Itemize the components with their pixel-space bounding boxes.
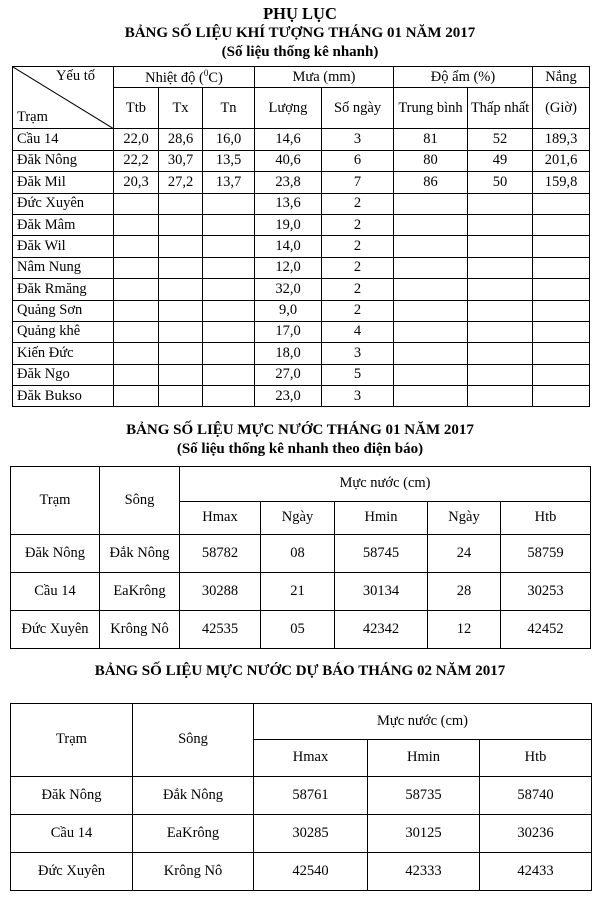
cell-humidity-min: 52 <box>468 129 533 150</box>
cell-tn <box>203 364 255 385</box>
cell-tn <box>203 279 255 300</box>
cell-rain-days: 2 <box>322 236 394 257</box>
header-hmin: Hmin <box>368 740 480 777</box>
header-humidity: Độ ẩm (%) <box>394 67 533 88</box>
table1-title: BẢNG SỐ LIỆU KHÍ TƯỢNG THÁNG 01 NĂM 2017 <box>124 25 476 41</box>
cell-humidity-avg <box>394 214 468 235</box>
cell-tn <box>203 343 255 364</box>
river-name: Đắk Nông <box>100 535 180 573</box>
river-name: Krông Nô <box>100 611 180 649</box>
cell-sunshine <box>533 193 590 214</box>
cell-ttb <box>114 214 159 235</box>
cell-tn <box>203 236 255 257</box>
cell-humidity-avg: 80 <box>394 150 468 171</box>
table-row <box>13 386 590 407</box>
table-row <box>13 321 590 342</box>
header-hmin: Hmin <box>335 502 428 535</box>
cell-hmin: 58745 <box>335 535 428 573</box>
cell-day-hmax: 05 <box>261 611 335 649</box>
cell-humidity-avg <box>394 300 468 321</box>
station-name: Đức Xuyên <box>11 611 100 649</box>
cell-hmin: 30125 <box>368 815 480 853</box>
header-station: Trạm <box>11 704 133 777</box>
cell-humidity-avg <box>394 343 468 364</box>
header-htb: Htb <box>480 740 592 777</box>
corner-station-label: Trạm <box>17 109 48 126</box>
station-name: Đăk Nông <box>13 150 114 171</box>
cell-tx <box>159 300 203 321</box>
cell-ttb <box>114 300 159 321</box>
cell-rain-amount: 13,6 <box>255 193 322 214</box>
table-row <box>13 172 590 193</box>
cell-humidity-min <box>468 364 533 385</box>
cell-rain-days: 2 <box>322 257 394 278</box>
cell-tx <box>159 193 203 214</box>
header-tx: Tx <box>159 88 203 129</box>
station-name: Đăk Wil <box>13 236 114 257</box>
station-name: Đăk Rmăng <box>13 279 114 300</box>
table-row <box>13 193 590 214</box>
station-name: Cầu 14 <box>11 815 133 853</box>
cell-day-hmax: 21 <box>261 573 335 611</box>
station-name: Đăk Nông <box>11 777 133 815</box>
header-temperature: Nhiệt độ ($^0$C) <box>114 67 255 88</box>
cell-rain-amount: 17,0 <box>255 321 322 342</box>
cell-rain-amount: 9,0 <box>255 300 322 321</box>
table-row <box>13 236 590 257</box>
cell-humidity-avg <box>394 364 468 385</box>
cell-rain-amount: 23,8 <box>255 172 322 193</box>
cell-rain-amount: 32,0 <box>255 279 322 300</box>
cell-tn <box>203 300 255 321</box>
cell-tx <box>159 279 203 300</box>
header-gio: (Giờ) <box>533 88 590 129</box>
cell-tx <box>159 386 203 407</box>
cell-rain-days: 2 <box>322 300 394 321</box>
header-htb: Htb <box>501 502 591 535</box>
cell-humidity-avg <box>394 193 468 214</box>
cell-hmin: 30134 <box>335 573 428 611</box>
station-name: Đức Xuyên <box>11 853 133 891</box>
cell-humidity-min <box>468 236 533 257</box>
station-name: Quảng khê <box>13 321 114 342</box>
cell-ttb <box>114 321 159 342</box>
cell-tx: 30,7 <box>159 150 203 171</box>
cell-sunshine <box>533 364 590 385</box>
station-name: Đăk Nông <box>11 535 100 573</box>
header-water-level: Mực nước (cm) <box>180 467 591 502</box>
cell-humidity-min <box>468 193 533 214</box>
cell-day-hmin: 28 <box>428 573 501 611</box>
cell-tx: 27,2 <box>159 172 203 193</box>
cell-ttb <box>114 364 159 385</box>
station-name: Quảng Sơn <box>13 300 114 321</box>
cell-tn <box>203 214 255 235</box>
cell-rain-days: 2 <box>322 193 394 214</box>
table2-title: BẢNG SỐ LIỆU MỰC NƯỚC THÁNG 01 NĂM 2017 <box>126 422 474 438</box>
header-ngay-hmin: Ngày <box>428 502 501 535</box>
cell-day-hmin: 24 <box>428 535 501 573</box>
cell-tx <box>159 343 203 364</box>
table-row <box>11 573 591 611</box>
header-sunshine: Nắng <box>533 67 590 88</box>
cell-tx <box>159 214 203 235</box>
table3-title: BẢNG SỐ LIỆU MỰC NƯỚC DỰ BÁO THÁNG 02 NĂM 2017 <box>94 663 506 679</box>
header-ttb: Ttb <box>114 88 159 129</box>
cell-humidity-avg: 81 <box>394 129 468 150</box>
river-name: EaKrông <box>100 573 180 611</box>
header-tn: Tn <box>203 88 255 129</box>
station-name: Đăk Mil <box>13 172 114 193</box>
cell-humidity-min: 50 <box>468 172 533 193</box>
cell-tn <box>203 386 255 407</box>
table1-subtitle: (Số liệu thống kê nhanh) <box>221 44 379 60</box>
river-name: Đắk Nông <box>133 777 254 815</box>
station-name: Cầu 14 <box>13 129 114 150</box>
cell-rain-days: 2 <box>322 214 394 235</box>
cell-rain-days: 3 <box>322 343 394 364</box>
table-row <box>11 853 592 891</box>
cell-humidity-min <box>468 386 533 407</box>
cell-humidity-min <box>468 300 533 321</box>
corner-element-label: Yếu tố <box>55 68 95 84</box>
cell-tx <box>159 257 203 278</box>
header-corner <box>13 67 114 129</box>
table-row <box>13 214 590 235</box>
cell-sunshine <box>533 257 590 278</box>
cell-hmin: 42333 <box>368 853 480 891</box>
header-station: Trạm <box>11 467 100 535</box>
cell-rain-days: 5 <box>322 364 394 385</box>
cell-rain-amount: 14,0 <box>255 236 322 257</box>
header-rain: Mưa (mm) <box>255 67 394 88</box>
cell-tx: 28,6 <box>159 129 203 150</box>
cell-rain-days: 7 <box>322 172 394 193</box>
cell-tx <box>159 321 203 342</box>
cell-humidity-avg: 86 <box>394 172 468 193</box>
cell-rain-amount: 12,0 <box>255 257 322 278</box>
header-hmax: Hmax <box>180 502 261 535</box>
table-row <box>11 535 591 573</box>
cell-humidity-min: 49 <box>468 150 533 171</box>
cell-rain-days: 6 <box>322 150 394 171</box>
cell-sunshine <box>533 343 590 364</box>
cell-ttb <box>114 279 159 300</box>
forecast-water-level-table <box>10 703 592 891</box>
cell-ttb <box>114 236 159 257</box>
table-row <box>11 611 591 649</box>
cell-humidity-min <box>468 279 533 300</box>
header-trung-binh: Trung bình <box>394 88 468 129</box>
station-name: Đăk Mâm <box>13 214 114 235</box>
header-water-level: Mực nước (cm) <box>254 704 592 740</box>
table-row <box>13 300 590 321</box>
cell-htb: 58740 <box>480 777 592 815</box>
header-so-ngay: Số ngày <box>322 88 394 129</box>
cell-humidity-avg <box>394 279 468 300</box>
cell-rain-amount: 18,0 <box>255 343 322 364</box>
header-hmax: Hmax <box>254 740 368 777</box>
cell-htb: 30253 <box>501 573 591 611</box>
cell-day-hmin: 12 <box>428 611 501 649</box>
table-row <box>13 364 590 385</box>
cell-hmax: 42535 <box>180 611 261 649</box>
table-row <box>13 279 590 300</box>
river-name: Krông Nô <box>133 853 254 891</box>
cell-tn: 13,5 <box>203 150 255 171</box>
table-row <box>11 777 592 815</box>
cell-tn: 16,0 <box>203 129 255 150</box>
table2-subtitle: (Số liệu thống kê nhanh theo điện báo) <box>176 441 424 457</box>
cell-ttb: 20,3 <box>114 172 159 193</box>
cell-rain-days: 3 <box>322 386 394 407</box>
cell-rain-amount: 40,6 <box>255 150 322 171</box>
cell-sunshine <box>533 321 590 342</box>
cell-hmax: 30288 <box>180 573 261 611</box>
cell-sunshine: 159,8 <box>533 172 590 193</box>
cell-tn: 13,7 <box>203 172 255 193</box>
header-luong: Lượng <box>255 88 322 129</box>
cell-ttb <box>114 257 159 278</box>
cell-hmax: 30285 <box>254 815 368 853</box>
station-name: Đăk Bukso <box>13 386 114 407</box>
cell-rain-days: 3 <box>322 129 394 150</box>
cell-hmin: 58735 <box>368 777 480 815</box>
table-row <box>13 257 590 278</box>
cell-ttb: 22,2 <box>114 150 159 171</box>
cell-humidity-avg <box>394 386 468 407</box>
cell-tn <box>203 321 255 342</box>
cell-htb: 42433 <box>480 853 592 891</box>
cell-tn <box>203 257 255 278</box>
cell-humidity-min <box>468 343 533 364</box>
cell-humidity-min <box>468 214 533 235</box>
river-name: EaKrông <box>133 815 254 853</box>
cell-htb: 58759 <box>501 535 591 573</box>
cell-htb: 30236 <box>480 815 592 853</box>
station-name: Đăk Ngo <box>13 364 114 385</box>
cell-humidity-avg <box>394 321 468 342</box>
cell-tx <box>159 236 203 257</box>
cell-rain-days: 2 <box>322 279 394 300</box>
header-thap-nhat: Thấp nhất <box>468 88 533 129</box>
weather-table <box>12 66 590 407</box>
cell-rain-days: 4 <box>322 321 394 342</box>
cell-sunshine <box>533 214 590 235</box>
appendix-title: PHỤ LỤC <box>263 4 337 23</box>
cell-rain-amount: 23,0 <box>255 386 322 407</box>
station-name: Kiến Đức <box>13 343 114 364</box>
header-river: Sông <box>100 467 180 535</box>
header-ngay-hmax: Ngày <box>261 502 335 535</box>
cell-tn <box>203 193 255 214</box>
cell-day-hmax: 08 <box>261 535 335 573</box>
cell-htb: 42452 <box>501 611 591 649</box>
cell-ttb <box>114 193 159 214</box>
cell-rain-amount: 19,0 <box>255 214 322 235</box>
cell-hmax: 58782 <box>180 535 261 573</box>
cell-sunshine: 201,6 <box>533 150 590 171</box>
cell-ttb <box>114 343 159 364</box>
cell-sunshine <box>533 300 590 321</box>
cell-hmax: 58761 <box>254 777 368 815</box>
cell-humidity-min <box>468 321 533 342</box>
cell-sunshine <box>533 279 590 300</box>
table-row <box>13 129 590 150</box>
station-name: Đức Xuyên <box>13 193 114 214</box>
table-row <box>13 343 590 364</box>
cell-rain-amount: 27,0 <box>255 364 322 385</box>
header-river: Sông <box>133 704 254 777</box>
cell-ttb: 22,0 <box>114 129 159 150</box>
cell-sunshine <box>533 386 590 407</box>
water-level-table <box>10 466 591 649</box>
cell-hmin: 42342 <box>335 611 428 649</box>
cell-sunshine: 189,3 <box>533 129 590 150</box>
cell-hmax: 42540 <box>254 853 368 891</box>
cell-humidity-min <box>468 257 533 278</box>
cell-humidity-avg <box>394 257 468 278</box>
cell-rain-amount: 14,6 <box>255 129 322 150</box>
station-name: Cầu 14 <box>11 573 100 611</box>
cell-tx <box>159 364 203 385</box>
cell-ttb <box>114 386 159 407</box>
cell-humidity-avg <box>394 236 468 257</box>
table-row <box>11 815 592 853</box>
table-row <box>13 150 590 171</box>
station-name: Nâm Nung <box>13 257 114 278</box>
cell-sunshine <box>533 236 590 257</box>
